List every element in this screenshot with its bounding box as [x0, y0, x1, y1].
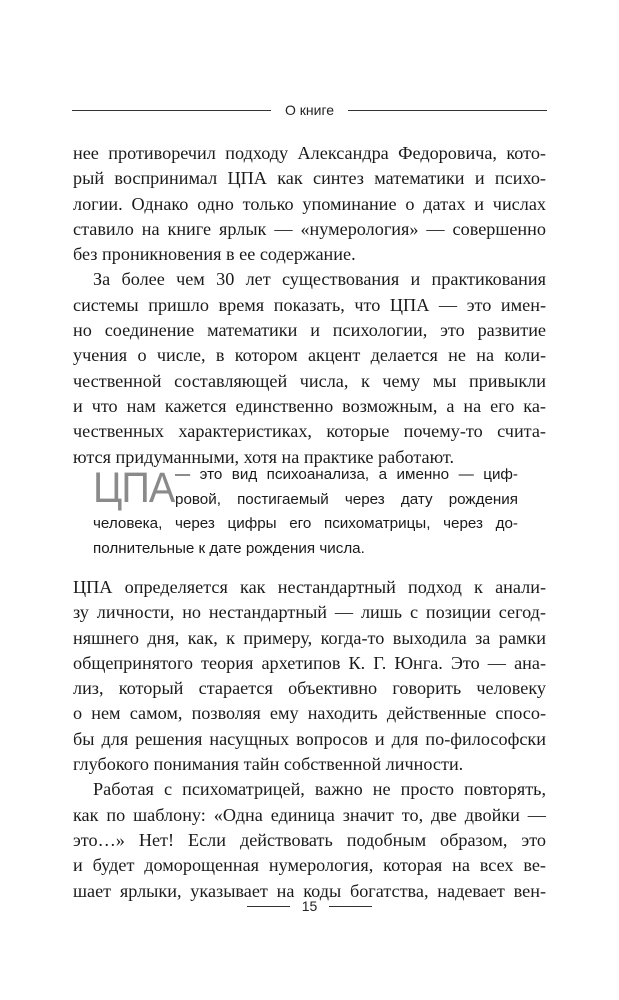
text-line: и будет доморощенная нумерология, которая на всех ве- [73, 855, 546, 876]
header-rule-right [348, 110, 547, 111]
text-line: но соединение математики и психологии, это развитие [73, 320, 546, 341]
text-line: и что нам кажется единственно возможным, а на его ка- [73, 395, 546, 416]
paragraph-block-2 [73, 575, 546, 904]
text-line: рый воспринимал ЦПА как синтез математики и психо- [73, 168, 546, 189]
running-header [72, 98, 547, 122]
callout-definition [93, 463, 518, 561]
text-line: ются придуманными, хотя на практике работают. [73, 446, 455, 467]
text-line: ЦПА определяется как нестандартный подход к анали- [73, 577, 546, 597]
text-line: ставило на книге ярлык — «нумерология» — совершенно [73, 218, 546, 239]
text-line: это…» Нет! Если действовать подобным образом, это [73, 829, 546, 850]
callout-line: человека, через цифры его психоматрицы, через до- [93, 515, 518, 533]
callout-line: ровой, постигаемый через дату рождения [175, 490, 518, 508]
text-line: без проникновения в ее содержание. [73, 244, 356, 265]
callout-line: полнительные к дате рождения числа. [93, 539, 365, 557]
text-line: логии. Однако одно только упоминание о датах и числах [73, 193, 546, 214]
callout-dropcap: ЦПА [93, 464, 175, 512]
text-line: няшнего дня, как, к примеру, когда-то выходила за рамки [73, 627, 546, 648]
text-line: зу личности, но нестандартный — лишь с позиции сегод- [73, 602, 546, 623]
text-line: как по шаблону: «Одна единица значит то, две двойки — [73, 804, 546, 825]
text-line: общепринятого теория архетипов К. Г. Юнга. Это — ана- [73, 652, 546, 673]
text-line: лиз, который старается объективно говорить человеку [73, 678, 546, 699]
page-number: 15 [301, 898, 318, 914]
paragraph-block-1 [73, 141, 546, 470]
header-rule-left [72, 110, 271, 111]
text-line: шает ярлыки, указывает на коды богатства, надевает вен- [73, 880, 546, 901]
text-line: За более чем 30 лет существования и практикования [93, 269, 546, 290]
text-line: чественных характеристиках, которые почему-то счита- [73, 421, 546, 442]
text-line: нее противоречил подходу Александра Федоровича, кото- [73, 143, 546, 163]
text-line: чественной составляющей числа, к чему мы привыкли [73, 370, 546, 391]
text-line: системы пришло время показать, что ЦПА — это имен- [73, 294, 546, 315]
text-line: глубокого понимания тайн собственной личности. [73, 754, 464, 775]
footer-rule-left [247, 906, 290, 907]
text-line: Работая с психоматрицей, важно не просто повторять, [93, 779, 546, 800]
text-line: о нем самом, позволяя ему находить действенные спосо- [73, 703, 546, 724]
text-line: учения о числе, в котором акцент делается не на коли- [73, 345, 546, 366]
text-line: бы для решения насущных вопросов и для по-философски [73, 728, 546, 749]
running-header-title: О книге [284, 102, 335, 118]
footer-rule-right [329, 906, 372, 907]
page-footer [0, 894, 619, 918]
callout-line: — это вид психоанализа, а именно — циф- [175, 466, 518, 483]
